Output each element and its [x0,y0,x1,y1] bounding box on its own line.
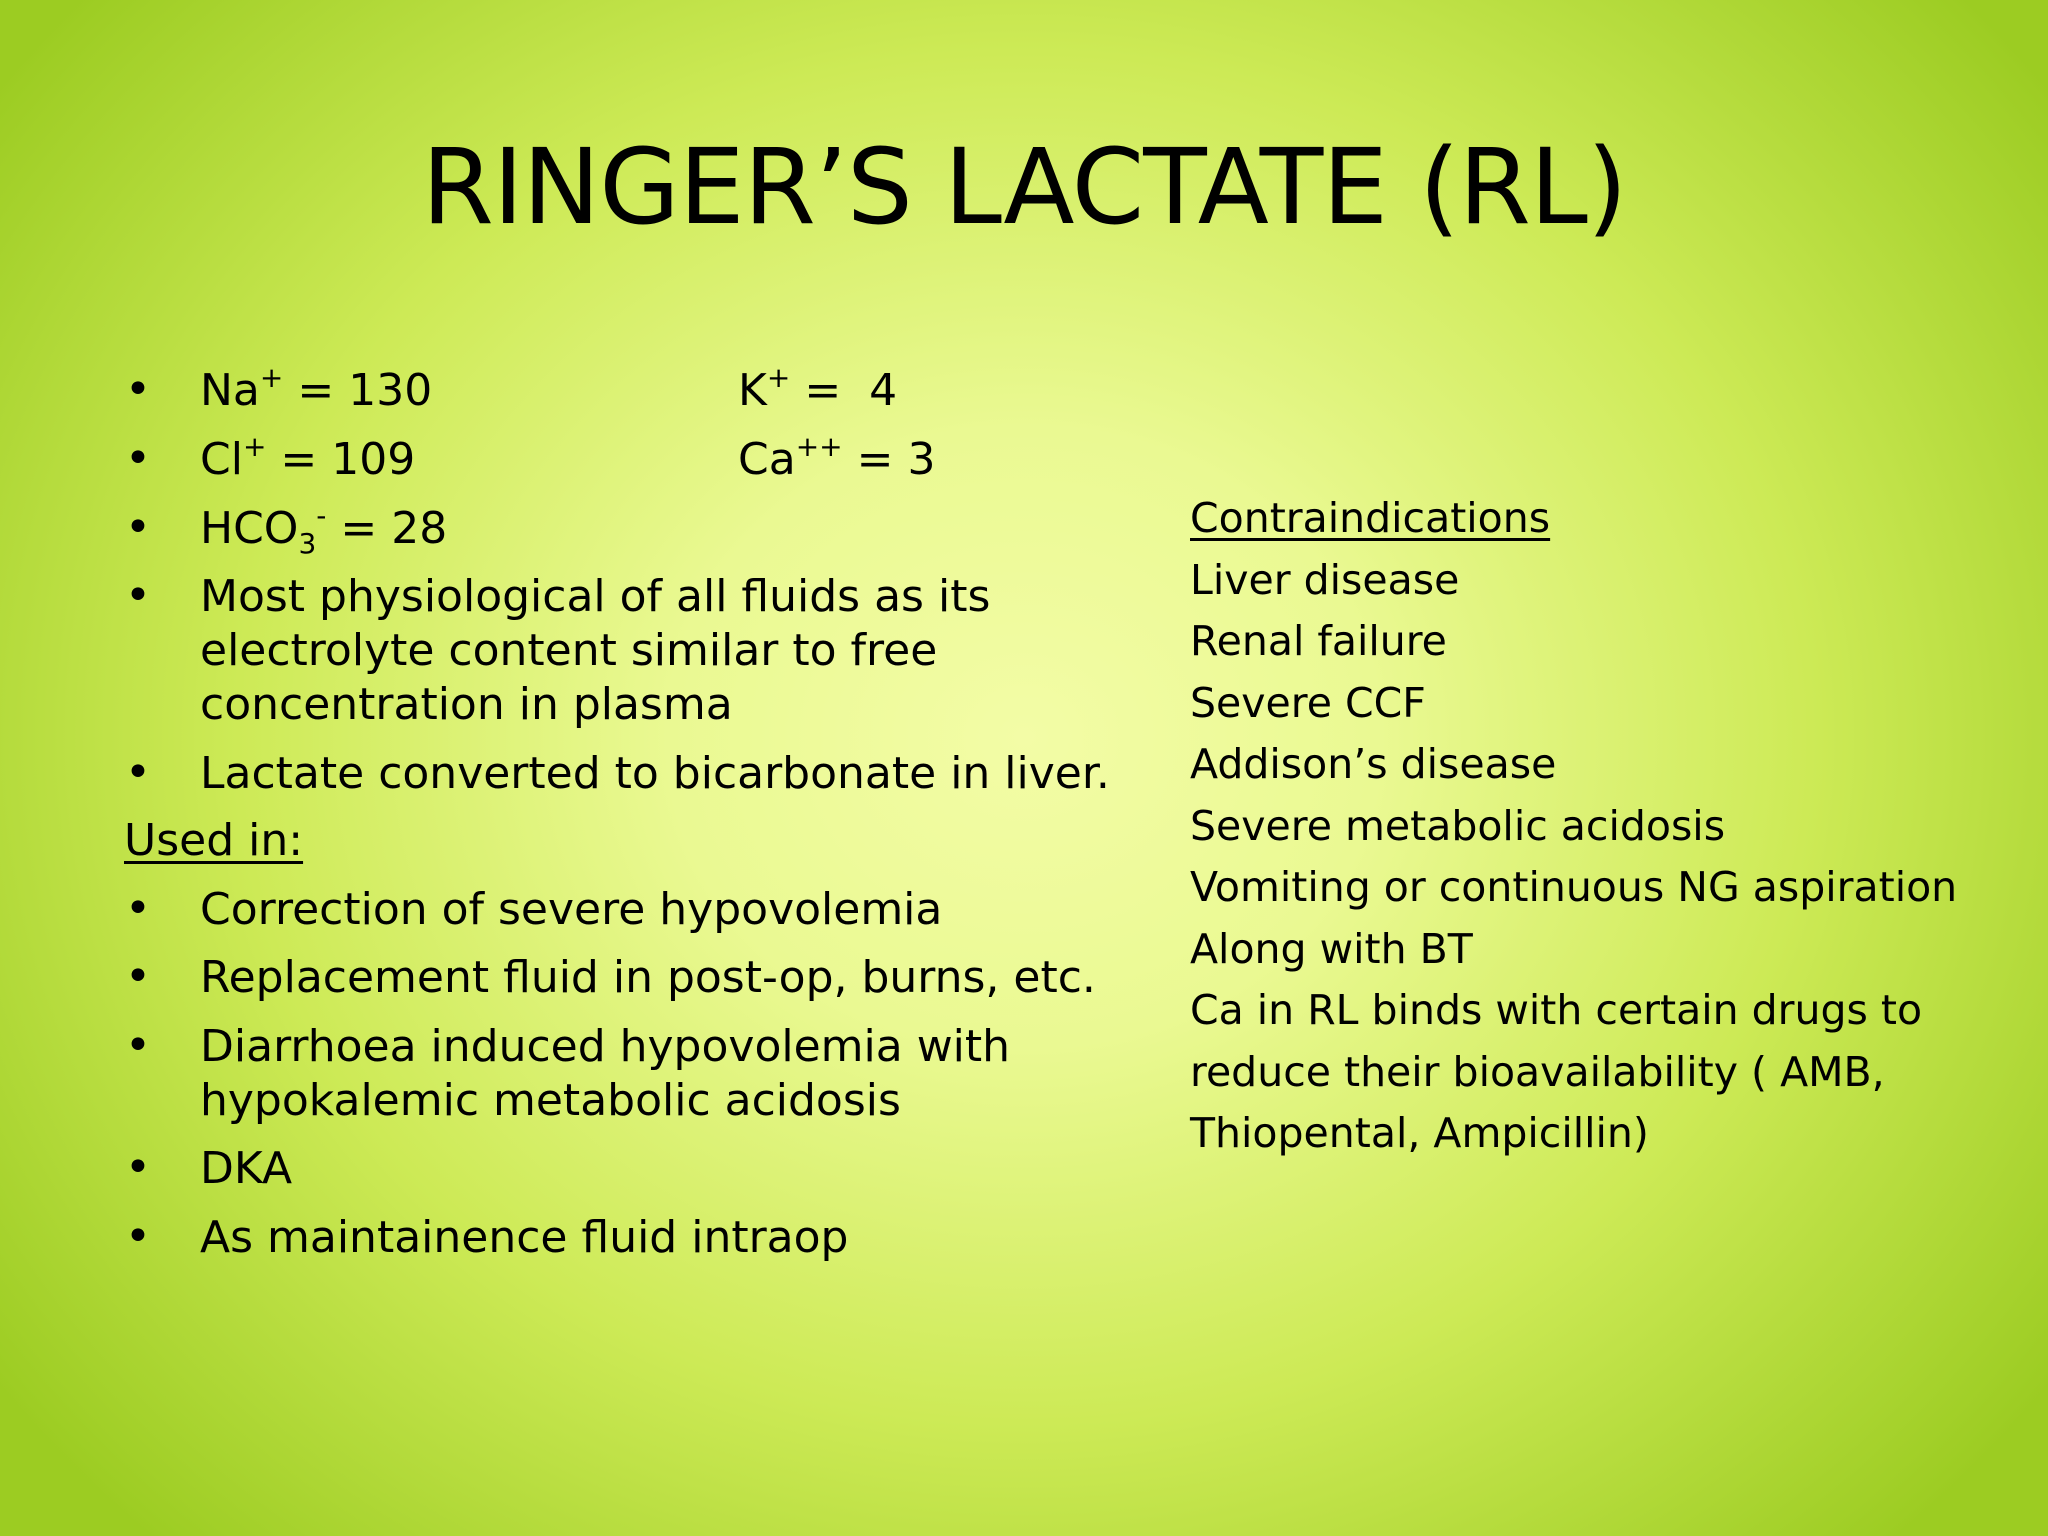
potassium-charge: + [766,361,791,394]
bullet-icon [125,1211,151,1262]
sodium-charge: + [259,361,284,394]
contraindication-item: Thiopental, Ampicillin) [1190,1109,1649,1157]
contraindication-item: Vomiting or continuous NG aspiration [1190,863,1958,911]
calcium-amount: = 3 [856,434,936,485]
bicarbonate-symbol: HCO [200,503,299,554]
physiological-line-3: concentration in plasma [200,679,733,730]
bullet-icon [125,433,151,484]
bullet-icon [125,883,151,934]
used-in-item-hypovolemia: Correction of severe hypovolemia [200,884,943,935]
chloride-charge: + [242,430,267,463]
potassium-symbol: K [738,365,767,416]
used-in-item-dka: DKA [200,1143,293,1194]
used-in-heading: Used in: [124,815,304,866]
bullet-icon [125,1142,151,1193]
used-in-item-maintainence: As maintainence fluid intraop [200,1212,849,1263]
bicarbonate-value [200,499,448,560]
used-in-item-diarrhoea-line-2: hypokalemic metabolic acidosis [200,1075,901,1126]
bullet-icon [125,502,151,553]
sodium-symbol: Na [200,365,260,416]
contraindication-item: Addison’s disease [1190,740,1557,788]
bicarbonate-charge: - [316,499,327,532]
chloride-value [200,430,416,487]
contraindication-item: Ca in RL binds with certain drugs to [1190,986,1923,1034]
used-in-item-diarrhoea-line-1: Diarrhoea induced hypovolemia with [200,1021,1011,1072]
potassium-amount: = 4 [790,365,898,416]
sodium-amount: = 130 [297,365,433,416]
bullet-icon [125,1020,151,1071]
chloride-amount: = 109 [280,434,416,485]
potassium-value [738,361,898,418]
used-in-item-replacement: Replacement fluid in post-op, burns, etc. [200,952,1096,1003]
bullet-icon [125,364,151,415]
contraindication-item: Along with BT [1190,924,1473,973]
chloride-symbol: Cl [200,434,243,485]
calcium-value [738,430,936,487]
contraindication-item: Renal failure [1190,617,1447,665]
slide-title: RINGER’S LACTATE (RL) [421,126,1627,248]
sodium-value [200,361,433,418]
calcium-symbol: Ca [738,434,796,485]
physiological-line-1: Most physiological of all fluids as its [200,571,991,622]
contraindication-item: reduce their bioavailability ( AMB, [1190,1047,1885,1096]
lactate-point: Lactate converted to bicarbonate in liver. [200,748,1110,799]
contraindication-item: Severe metabolic acidosis [1190,801,1726,850]
bullet-icon [125,951,151,1002]
bicarbonate-subscript: 3 [298,527,317,560]
contraindications-heading: Contraindications [1190,494,1551,542]
physiological-line-2: electrolyte content similar to free [200,625,938,676]
bullet-icon [125,747,151,798]
calcium-charge: ++ [795,430,843,463]
contraindication-item: Severe CCF [1190,678,1426,727]
contraindication-item: Liver disease [1190,555,1460,604]
bicarbonate-amount: = 28 [340,503,448,554]
bullet-icon [125,570,151,621]
contraindications-panel [1190,488,2010,1165]
